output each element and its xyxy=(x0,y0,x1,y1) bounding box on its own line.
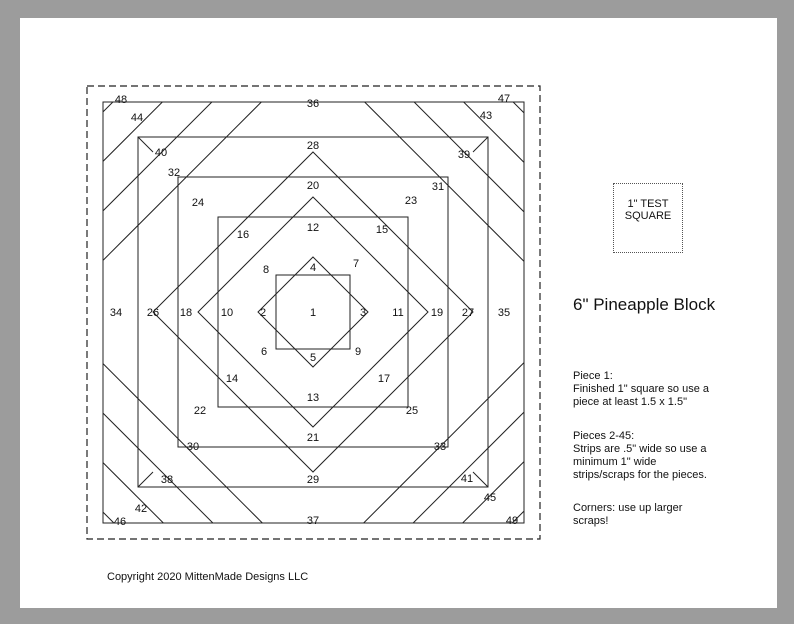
note-pieces-2-45: Pieces 2-45: Strips are .5" wide so use a minimum 1" wide strips/scraps for the pieces. xyxy=(573,430,707,481)
diagonal-strip-trbl-1-1 xyxy=(103,413,213,523)
diagonal-strip-trbl-0-1 xyxy=(103,364,262,523)
diagonal-strip-trbl-2-0 xyxy=(464,102,524,162)
diagonal-strip-tlbr-2-0 xyxy=(103,102,162,161)
piece-number-46: 46 xyxy=(113,516,127,528)
pineapple-block-diagram xyxy=(86,85,541,540)
piece-number-20: 20 xyxy=(306,180,320,192)
piece-number-41: 41 xyxy=(460,473,474,485)
piece-number-13: 13 xyxy=(306,392,320,404)
piece-number-6: 6 xyxy=(260,346,268,358)
test-square-label: 1" TEST SQUARE xyxy=(624,198,672,222)
piece-number-16: 16 xyxy=(236,229,250,241)
piece-number-3: 3 xyxy=(359,307,367,319)
note-corners: Corners: use up larger scraps! xyxy=(573,502,683,527)
piece-number-2: 2 xyxy=(259,307,267,319)
piece-number-15: 15 xyxy=(375,224,389,236)
corner-spoke-1 xyxy=(138,137,153,152)
pattern-title: 6" Pineapple Block xyxy=(573,295,716,314)
piece-number-17: 17 xyxy=(377,373,391,385)
piece-number-4: 4 xyxy=(309,262,317,274)
corner-spoke-3 xyxy=(138,472,153,487)
piece-number-43: 43 xyxy=(479,110,493,122)
piece-number-39: 39 xyxy=(457,149,471,161)
piece-number-37: 37 xyxy=(306,515,320,527)
piece-number-9: 9 xyxy=(354,346,362,358)
piece-number-12: 12 xyxy=(306,222,320,234)
piece-number-8: 8 xyxy=(262,264,270,276)
pattern-sheet xyxy=(20,18,777,608)
diagonal-strip-tlbr-3-0 xyxy=(103,102,113,112)
piece-number-49: 49 xyxy=(505,515,519,527)
piece-number-34: 34 xyxy=(109,307,123,319)
piece-number-38: 38 xyxy=(160,474,174,486)
piece-number-36: 36 xyxy=(306,98,320,110)
piece-number-31: 31 xyxy=(431,181,445,193)
piece-number-24: 24 xyxy=(191,197,205,209)
diagonal-strip-trbl-3-0 xyxy=(513,102,524,113)
piece-number-7: 7 xyxy=(352,258,360,270)
piece-number-21: 21 xyxy=(306,432,320,444)
corner-spoke-2 xyxy=(473,137,488,152)
piece-number-14: 14 xyxy=(225,373,239,385)
copyright-text: Copyright 2020 MittenMade Designs LLC xyxy=(107,571,309,583)
piece-number-48: 48 xyxy=(114,94,128,106)
piece-number-27: 27 xyxy=(461,307,475,319)
piece-number-25: 25 xyxy=(405,405,419,417)
diagonal-strip-trbl-2-1 xyxy=(103,463,163,523)
piece-number-23: 23 xyxy=(404,195,418,207)
test-square xyxy=(613,183,683,253)
piece-number-45: 45 xyxy=(483,492,497,504)
note-piece-1: Piece 1: Finished 1" square so use a piece at least 1.5 x 1.5" xyxy=(573,370,709,408)
corner-spoke-4 xyxy=(473,472,488,487)
piece-number-35: 35 xyxy=(497,307,511,319)
piece-number-44: 44 xyxy=(130,112,144,124)
piece-number-11: 11 xyxy=(392,307,404,319)
piece-number-22: 22 xyxy=(193,405,207,417)
diagonal-strip-trbl-0-0 xyxy=(365,102,524,261)
piece-number-5: 5 xyxy=(309,352,317,364)
piece-number-33: 33 xyxy=(433,441,447,453)
piece-number-19: 19 xyxy=(430,307,444,319)
piece-number-42: 42 xyxy=(134,503,148,515)
piece-number-29: 29 xyxy=(306,474,320,486)
piece-number-40: 40 xyxy=(154,147,168,159)
piece-number-26: 26 xyxy=(146,307,160,319)
piece-number-18: 18 xyxy=(179,307,193,319)
piece-number-30: 30 xyxy=(186,441,200,453)
piece-number-47: 47 xyxy=(497,93,511,105)
piece-number-28: 28 xyxy=(306,140,320,152)
diagonal-strip-tlbr-1-1 xyxy=(413,412,524,523)
piece-number-32: 32 xyxy=(167,167,181,179)
piece-number-1: 1 xyxy=(309,307,317,319)
piece-number-10: 10 xyxy=(220,307,234,319)
diagonal-strip-trbl-3-1 xyxy=(103,512,114,523)
